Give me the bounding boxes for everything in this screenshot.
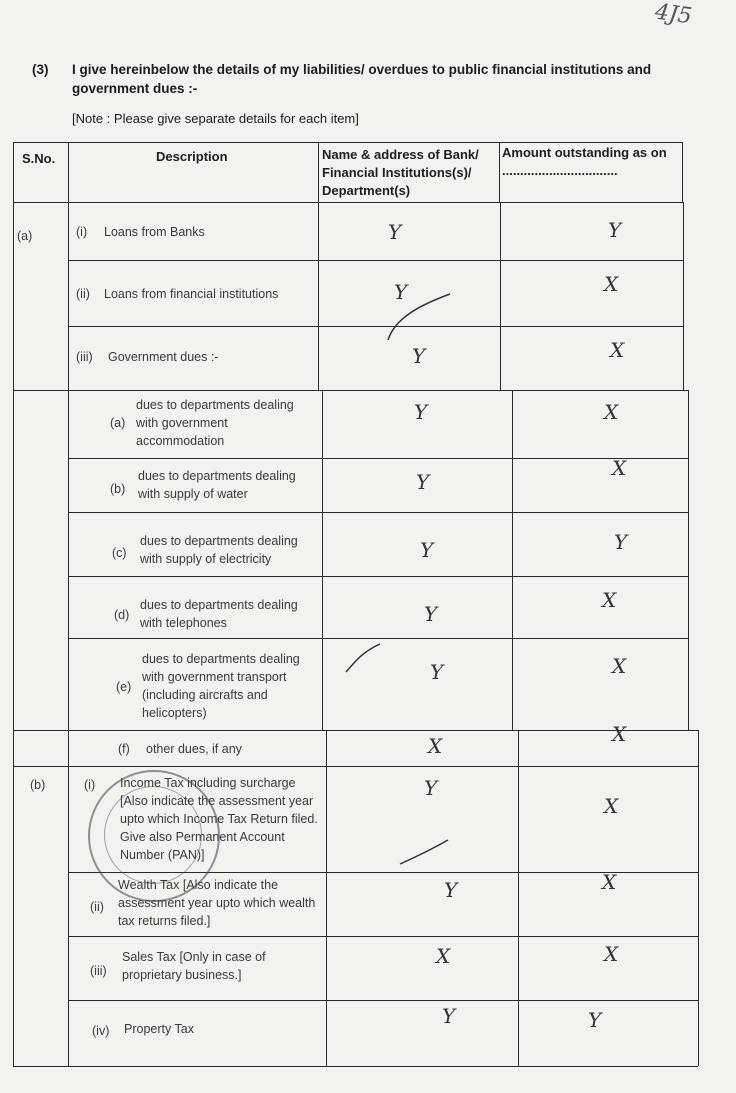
row-label: Loans from Banks [104,225,205,239]
table-divider [322,390,323,730]
row-divider [68,576,688,577]
amount-mark: X [612,654,627,678]
amount-mark: X [602,588,617,612]
row-sub-index: (c) [112,546,127,560]
bank-mark: X [428,734,443,758]
ink-stroke [346,644,380,672]
amount-mark: Y [608,218,622,242]
declaration-text: I give hereinbelow the details of my liabilities/ overdues to public financial institutions and government dues :- [72,62,652,96]
row-label: Government dues :- [108,350,219,364]
header-description: Description [156,149,228,164]
table-divider [68,142,69,1066]
row-sub-index: (e) [116,680,132,694]
bank-mark: Y [430,660,444,684]
row-label: Wealth Tax [Also indicate the assessment year upto which wealth tax returns filed.] [118,878,316,928]
row-label: Income Tax including surcharge [Also indicate the assessment year upto which Income Tax Return filed. Give also Permanent Account Number (PAN)] [120,776,318,862]
row-divider [68,458,688,459]
table-divider [499,142,500,202]
row-label: dues to departments dealing with government transport (including aircrafts and helicopters) [142,652,300,720]
row-label: other dues, if any [146,742,242,756]
table-border-right [683,202,684,390]
bank-mark: Y [388,220,402,244]
bank-mark: Y [412,344,426,368]
row-sub-index: (i) [84,778,96,792]
amount-mark: X [604,400,619,424]
header-sno: S.No. [22,151,56,166]
row-divider [68,936,698,937]
row-label: dues to departments dealing with supply of water [138,469,296,501]
row-sub-index: (ii) [76,287,90,301]
table-border-bottom [13,1066,698,1067]
row-label: Sales Tax [Only in case of proprietary business.] [122,950,266,982]
amount-mark: X [602,870,617,894]
ink-stroke [400,840,448,864]
bank-mark: Y [424,602,438,626]
table-divider [518,730,519,1066]
bank-mark: Y [444,878,458,902]
row-sub-index: (d) [114,608,130,622]
row-sub-index: (a) [110,416,126,430]
table-divider [318,202,319,390]
row-sub-index: (iii) [90,964,107,978]
table-divider [500,202,501,390]
amount-mark: X [604,942,619,966]
row-sub-index: (b) [110,482,126,496]
amount-mark: Y [588,1008,602,1032]
amount-mark: X [604,794,619,818]
row-divider [13,766,698,767]
amount-mark: Y [614,530,628,554]
official-seal-inner-ring [104,786,202,884]
row-label: dues to departments dealing with telephones [140,598,298,630]
bank-mark: Y [420,538,434,562]
bank-mark: Y [394,280,408,304]
row-label: Loans from financial institutions [104,287,279,301]
row-sub-index: (i) [76,225,88,239]
row-sub-index: (iv) [92,1024,110,1038]
amount-mark: X [612,456,627,480]
header-amount: Amount outstanding as on ................................ [502,145,667,178]
table-divider [326,730,327,1066]
bank-mark: Y [414,400,428,424]
amount-mark: X [610,338,625,362]
table-border-right [698,730,699,1066]
row-sub-index: (f) [118,742,130,756]
row-sno: (b) [30,778,46,792]
row-divider [13,390,688,391]
row-label: Property Tax [124,1022,194,1036]
table-border-left [13,142,14,1066]
amount-mark: X [612,722,627,746]
row-label: dues to departments dealing with supply of electricity [140,534,298,566]
row-divider [68,638,688,639]
table-divider [512,390,513,730]
instruction-note: [Note : Please give separate details for each item] [72,111,359,126]
item-number: (3) [32,62,49,77]
table-border-right [682,142,683,202]
bank-mark: Y [442,1004,456,1028]
page-number-handwritten: 4J5 [653,0,694,30]
bank-mark: Y [424,776,438,800]
row-sub-index: (ii) [90,900,104,914]
row-divider [68,1000,698,1001]
table-border-right [688,390,689,730]
row-divider [13,202,683,203]
table-border-top [13,142,683,143]
row-sno: (a) [17,229,33,243]
row-divider [68,326,683,327]
row-divider [68,512,688,513]
header-bank: Name & address of Bank/ Financial Institutions(s)/ Department(s) [322,147,479,198]
table-divider [318,142,319,202]
row-sub-index: (iii) [76,350,93,364]
row-divider [68,260,683,261]
row-divider [13,730,698,731]
bank-mark: Y [416,470,430,494]
official-seal-stamp [88,770,220,902]
row-label: dues to departments dealing with government accommodation [136,398,294,448]
amount-mark: X [604,272,619,296]
bank-mark: X [436,944,451,968]
